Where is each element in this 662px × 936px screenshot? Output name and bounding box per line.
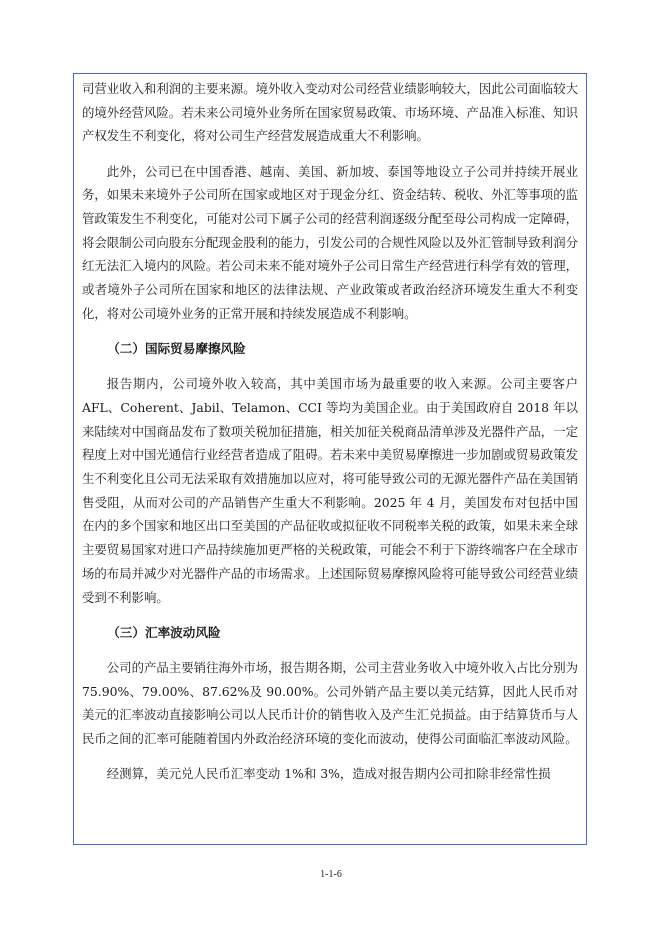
document-body (74, 74, 586, 786)
page-frame (73, 73, 587, 845)
paragraph-exchange-calculation: 经测算，美元兑人民币汇率变动 1%和 3%，造成对报告期内公司扣除非经常性损 (106, 766, 551, 782)
section-heading-exchange-rate: （三）汇率波动风险 (107, 624, 221, 640)
page-number: 1-1-6 (320, 869, 342, 880)
paragraph-overseas-subsidiaries: 此外，公司已在中国香港、越南、美国、新加坡、泰国等地设立子公司并持续开展业务，如果未来境外子公司所在国家或地区对于现金分红、资金结转、税收、外汇等事项的监管政策发生不利变化，可能对公司下属子公司的经营利润逐级分配至母公司构成一定障碍，将会限制公司向股东分配现金股利的能力，引发公司的合规性风险以及外汇管制导致利润分红无法汇入境内的风险。若公司未来不能对境外子公司日常生产经营进行科学有效的管理，或者境外子公司所在国家和地区的法律法规、产业政策或者政治经济环境发生重大不利变化，将对公司境外业务的正常开展和持续发展造成不利影响。 (82, 163, 578, 321)
paragraph-exchange-rate: 公司的产品主要销往海外市场，报告期各期，公司主营业务收入中境外收入占比分别为 75.90%、79.00%、87.62%及 90.00%。公司外销产品主要以美元结算，因此人民币对美元的汇率波动直接影响公司以人民币计价的销售收入及产生汇兑损益。由于结算货币与人民币之间的汇率可能随着国内外政治经济环境的变化而波动，使得公司面临汇率波动风险。 (82, 659, 578, 747)
paragraph-trade-friction: 报告期内，公司境外收入较高，其中美国市场为最重要的收入来源。公司主要客户AFL、Coherent、Jabil、Telamon、CCI 等均为美国企业。由于美国政府自 2018 年以来陆续对中国商品发布了数项关税加征措施，相关加征关税商品清单涉及光器件产品，一定程度上对中国光通信行业经营者造成了阻碍。若未来中美贸易摩擦进一步加剧或贸易政策发生不利变化且公司无法采取有效措施加以应对，将可能导致公司的无源光器件产品在美国销售受阻，从而对公司的产品销售产生重大不利影响。2025 年 4 月，美国发布对包括中国在内的多个国家和地区出口至美国的产品征收或拟征收不同税率关税的政策，如果未来全球主要贸易国家对进口产品持续施加更严格的关税政策，可能会不利于下游终端客户在全球市场的布局并减少对光器件产品的市场需求。上述国际贸易摩擦风险将可能导致公司经营业绩受到不利影响。 (82, 376, 578, 605)
paragraph-continued: 司营业收入和利润的主要来源。境外收入变动对公司经营业绩影响较大，因此公司面临较大的境外经营风险。若未来公司境外业务所在国家贸易政策、市场环境、产品准入标准、知识产权发生不利变化，将对公司生产经营发展造成重大不利影响。 (82, 81, 578, 144)
section-heading-trade-friction: （二）国际贸易摩擦风险 (107, 341, 246, 357)
